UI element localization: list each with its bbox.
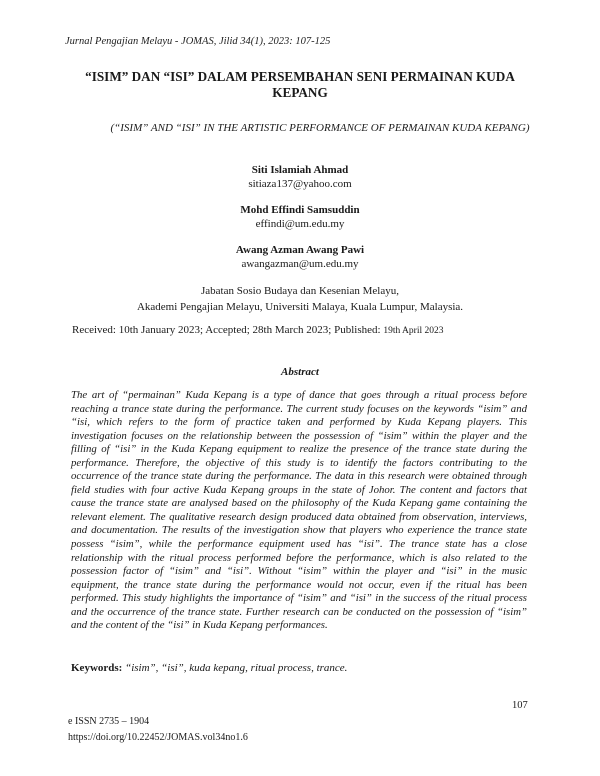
dates-text: Received: 10th January 2023; Accepted; 28th March 2023; Published: (72, 324, 381, 336)
paper-subtitle: (“ISIM” AND “ISI” IN THE ARTISTIC PERFORMANCE OF PERMAINAN KUDA KEPANG) (110, 122, 530, 134)
abstract-heading: Abstract (281, 366, 319, 378)
author-name: Siti Islamiah Ahmad (251, 164, 349, 176)
author-email[interactable]: awangazman@um.edu.my (241, 258, 359, 270)
author-block (0, 163, 600, 191)
keywords (71, 662, 347, 674)
doi-link[interactable]: https://doi.org/10.22452/JOMAS.vol34no1.6 (68, 732, 248, 743)
affiliation-line: Akademi Pengajian Melayu, Universiti Malaya, Kuala Lumpur, Malaysia. (136, 301, 464, 313)
abstract-text: The art of “permainan” Kuda Kepang is a type of dance that goes through a ritual process before reaching a trance state during the performance. The current study focuses on the keywords “isim” and “isi, which refers to the form of practice taken and performed by Kuda Kepang players. This investigation focuses on the relationship between the possession of “isim” within the player and the filling of “isi” in the Kuda Kepang equipment to realize the presence of the trance state during the performance. Therefore, the objective of this study is to identify the factors contributing to the occurrence of the trance state during the performance. The data in this research were obtained through field studies with four active Kuda Kepang groups in the state of Johor. The content and factors that cause the trance state are analysed based on the philosophy of the Kuda Kepang game containing the relevant element. The qualitative research design produced data obtained from observation, interviews, and documentation. The results of the investigation show that players who experience the trance state possess “isim”, while the performance equipment used has “isi”. The trance state has a close relationship with the ritual process performed before the performance, which is also related to the possession factor of “isim” and “isi”. Without “isim” within the player and “isi” in the music equipment, the trance state during the performance would not occur, even if the ritual has been performed. This study highlights the importance of “isim” and “isi” in the success of the ritual process and the occurrence of the trance state. Further research can be conducted on the possession of “isim” and the content of the “isi” in Kuda Kepang performances. (71, 389, 527, 632)
author-email[interactable]: effindi@um.edu.my (255, 218, 345, 230)
journal-header: Jurnal Pengajian Melayu - JOMAS, Jilid 34(1), 2023: 107-125 (65, 36, 331, 47)
author-email[interactable]: sitiaza137@yahoo.com (248, 178, 352, 190)
issn: e ISSN 2735 – 1904 (68, 716, 150, 727)
affiliation-line: Jabatan Sosio Budaya dan Kesenian Melayu, (201, 285, 399, 297)
keywords-label: Keywords: (71, 662, 123, 674)
author-block (0, 203, 600, 231)
author-name: Mohd Effindi Samsuddin (240, 204, 360, 216)
published-date: 19th April 2023 (383, 326, 444, 336)
author-block (0, 243, 600, 271)
page-number: 107 (512, 700, 528, 711)
keywords-text: “isim”, “isi”, kuda kepang, ritual process, trance. (125, 662, 348, 674)
paper-title: “ISIM” DAN “ISI” DALAM PERSEMBAHAN SENI PERMAINAN KUDA KEPANG (85, 69, 515, 100)
affiliation (0, 283, 600, 315)
publication-dates (72, 324, 443, 336)
author-name: Awang Azman Awang Pawi (235, 244, 365, 256)
